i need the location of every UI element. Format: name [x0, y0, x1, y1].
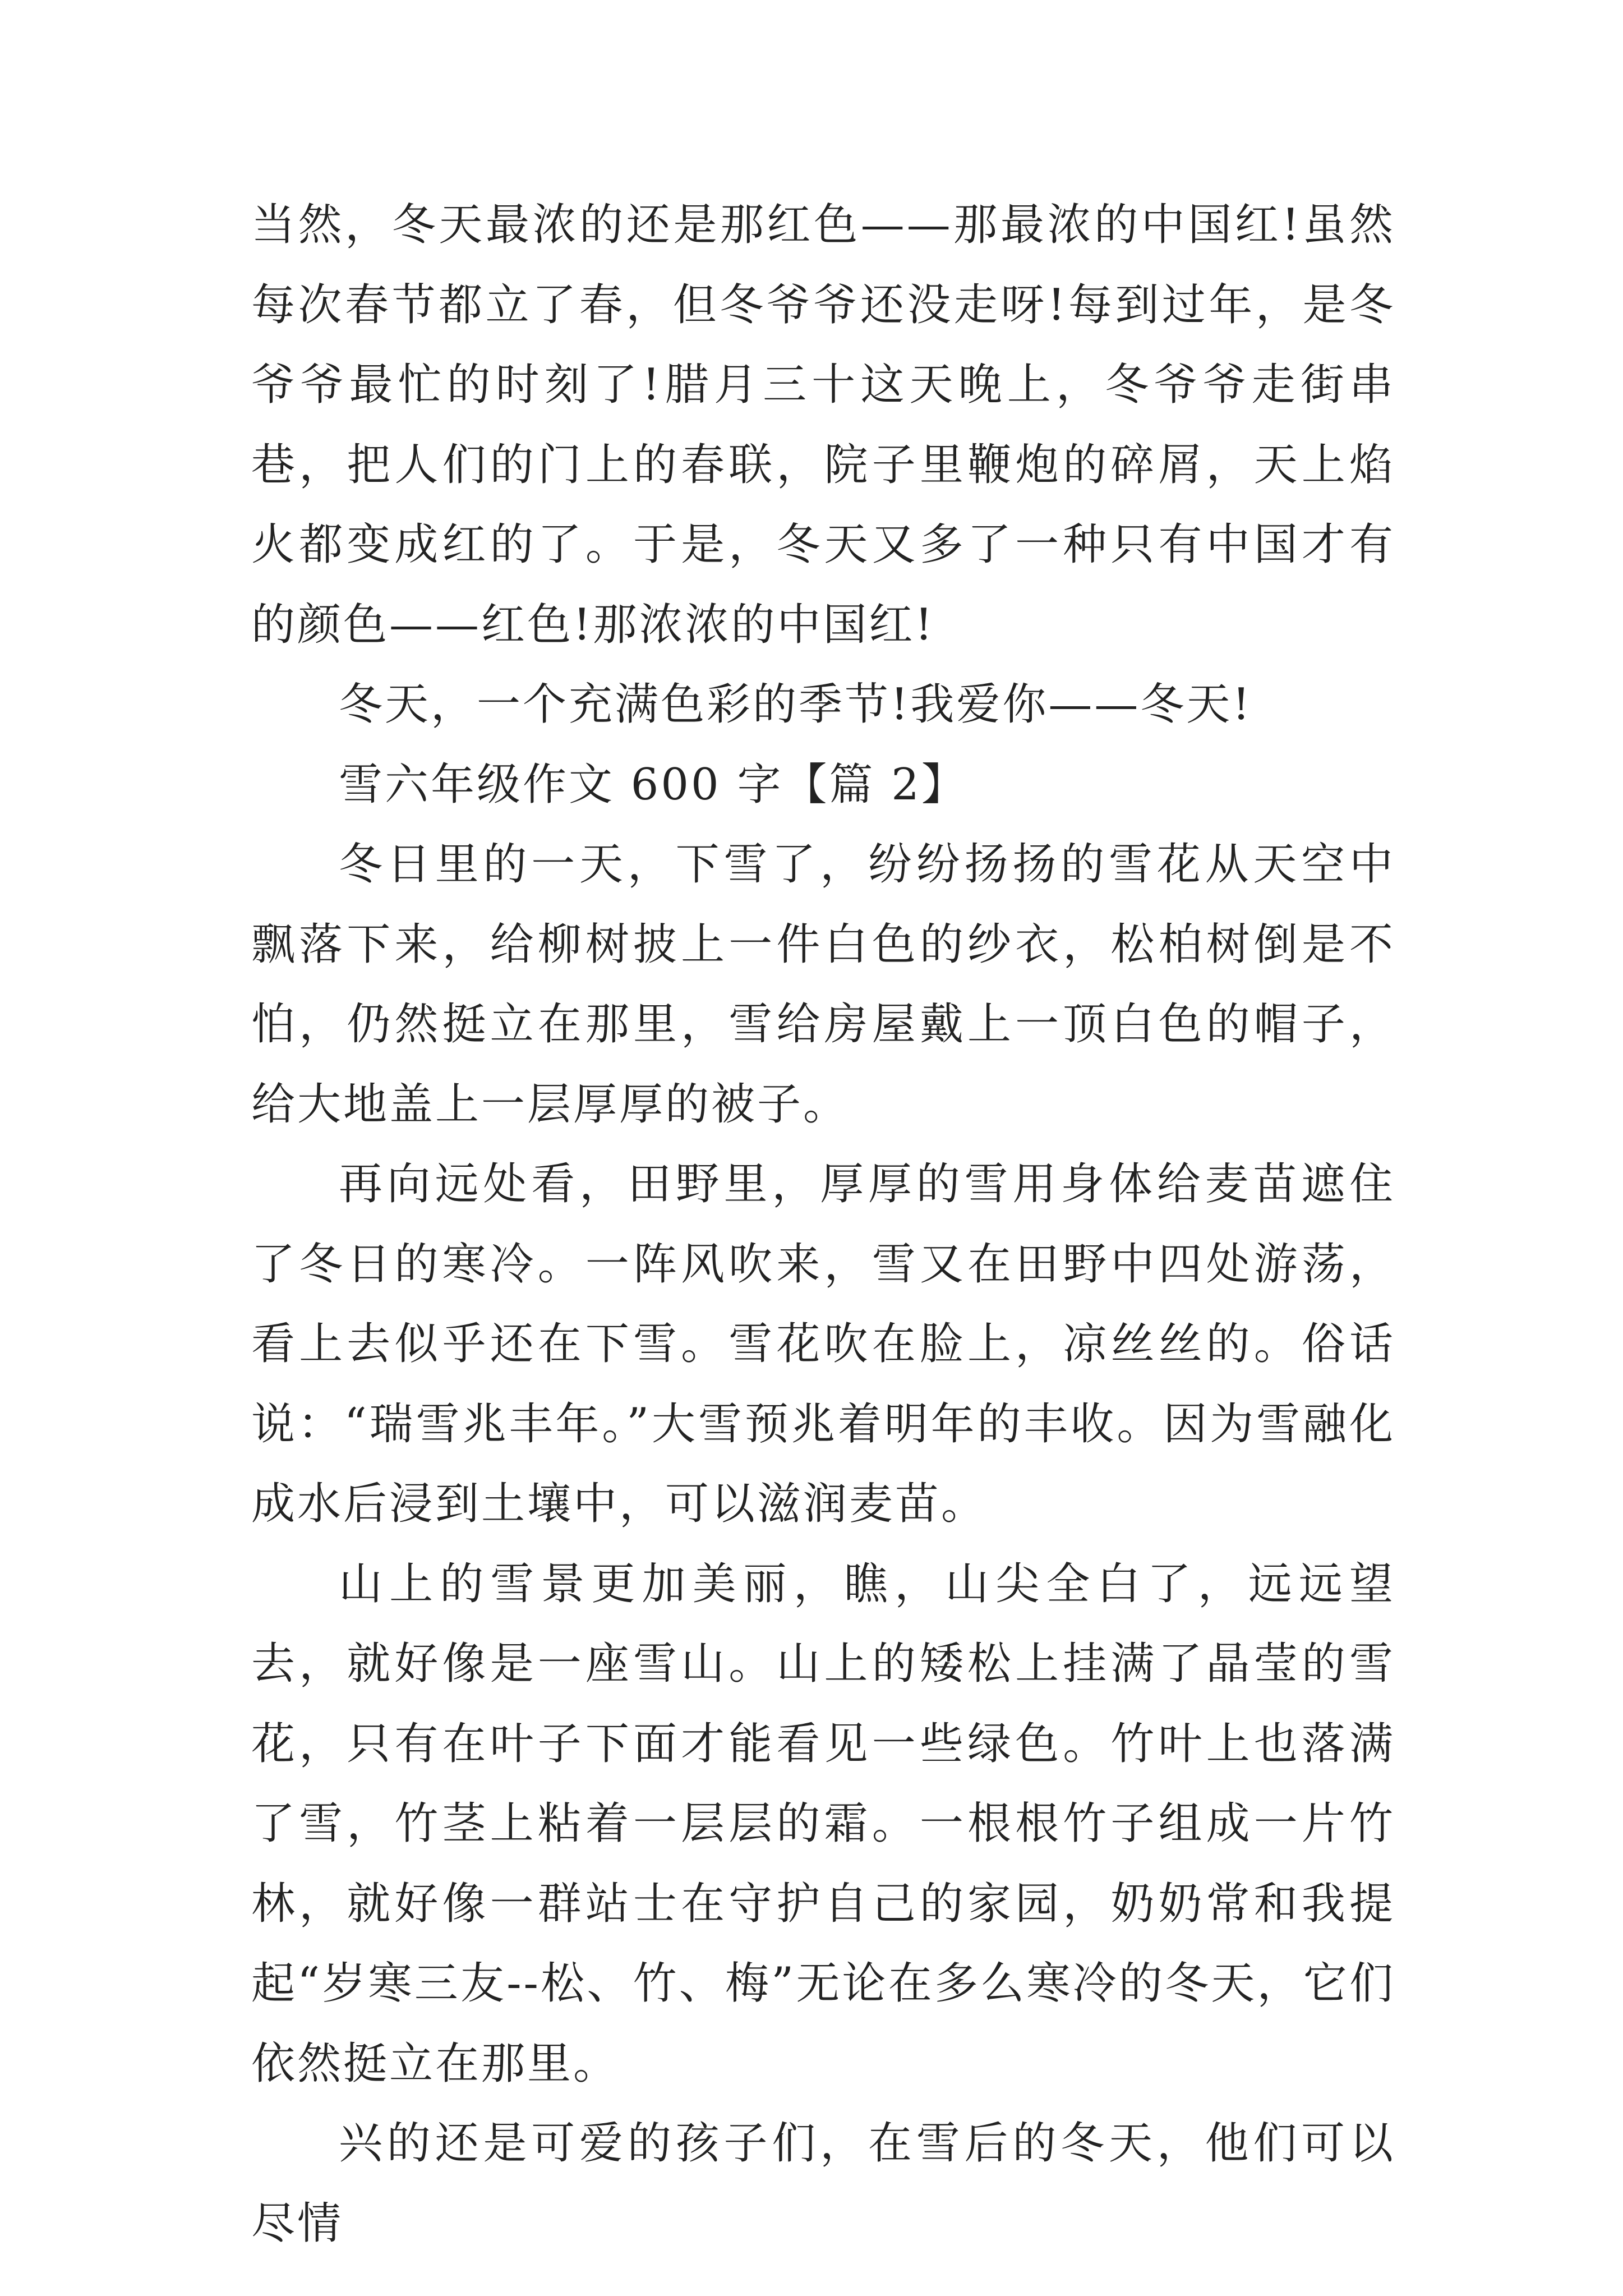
paragraph-chinese-red: 当然，冬天最浓的还是那红色——那最浓的中国红!虽然每次春节都立了春，但冬爷爷还没走呀!每到过年，是冬爷爷最忙的时刻了!腊月三十这天晚上，冬爷爷走街串巷，把人们的门上的春联，院子里鞭炮的碎屑，天上焰火都变成红的了。于是，冬天又多了一种只有中国才有的颜色——红色!那浓浓的中国红!: [251, 200, 1395, 650]
section-heading: 雪六年级作文 600 字【篇 2】: [339, 759, 967, 810]
document-body: [251, 185, 1395, 2263]
paragraph-fields: 再向远处看，田野里，厚厚的雪用身体给麦苗遮住了冬日的寒冷。一阵风吹来，雪又在田野中四处游荡，看上去似乎还在下雪。雪花吹在脸上，凉丝丝的。俗话说：“瑞雪兆丰年。”大雪预兆着明年的丰收。因为雪融化成水后浸到土壤中，可以滋润麦苗。: [251, 1159, 1395, 1529]
paragraph-mountain: 山上的雪景更加美丽，瞧，山尖全白了，远远望去，就好像是一座雪山。山上的矮松上挂满了晶莹的雪花，只有在叶子下面才能看见一些绿色。竹叶上也落满了雪，竹茎上粘着一层层的霜。一根根竹子组成一片竹林，就好像一群站士在守护自己的家园，奶奶常和我提起“岁寒三友--松、竹、梅”无论在多么寒冷的冬天，它们依然挺立在那里。: [251, 1558, 1395, 2089]
paragraph-snowfall: 冬日里的一天，下雪了，纷纷扬扬的雪花从天空中飘落下来，给柳树披上一件白色的纱衣，松柏树倒是不怕，仍然挺立在那里，雪给房屋戴上一顶白色的帽子，给大地盖上一层厚厚的被子。: [251, 839, 1395, 1130]
paragraph-love-winter: 冬天，一个充满色彩的季节!我爱你——冬天!: [339, 679, 1252, 730]
paragraph-children: 兴的还是可爱的孩子们，在雪后的冬天，他们可以尽情: [251, 2118, 1395, 2249]
